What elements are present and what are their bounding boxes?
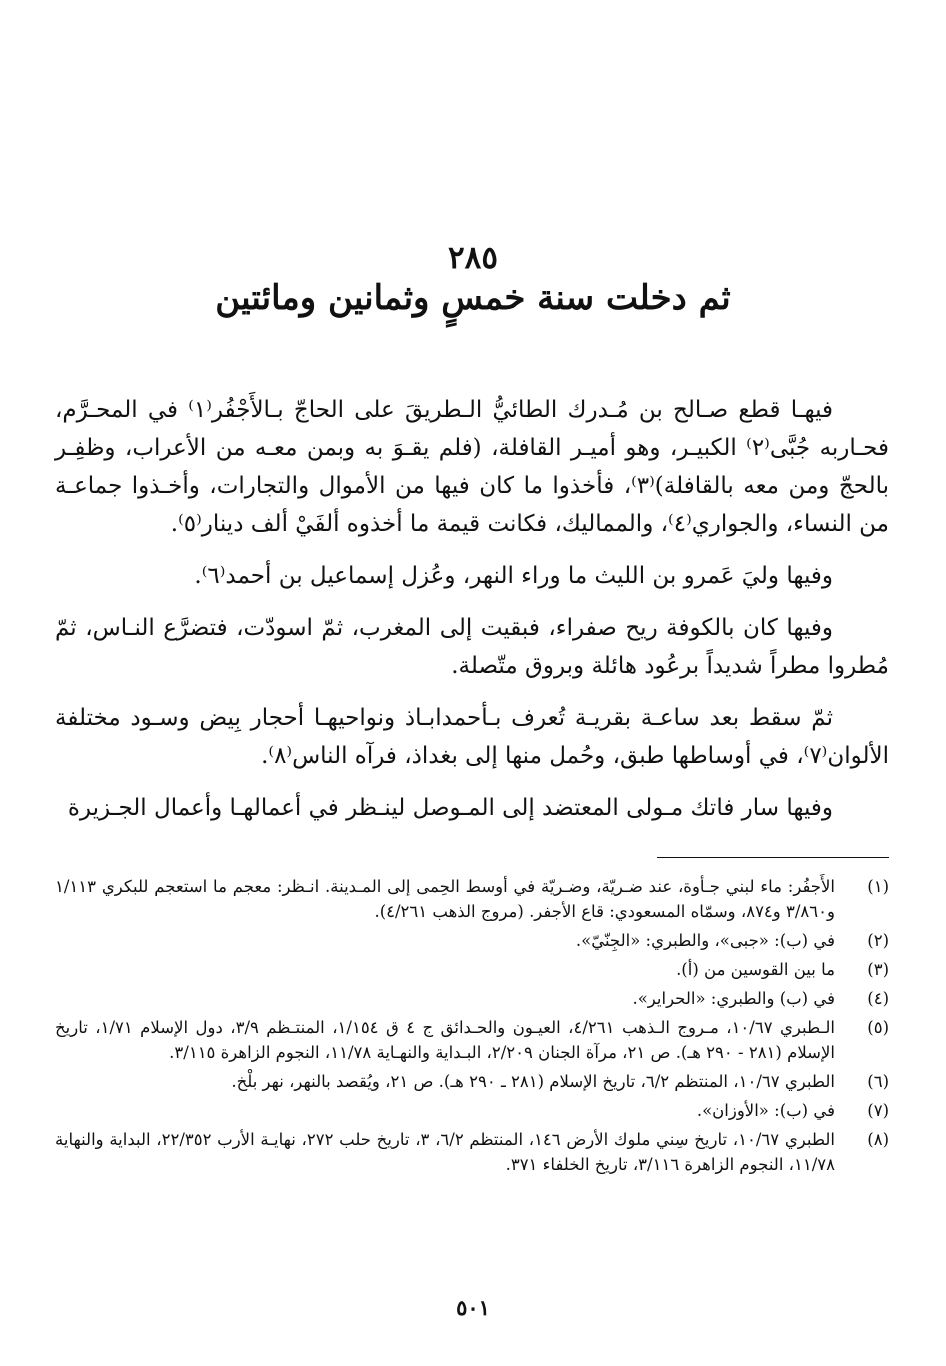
paragraph: ثمّ سقط بعد ساعـة بقريـة تُعرف بـأحمدابـاذ ونواحيهـا أحجار بِيض وسـود مختلفة الألوان⁽٧⁾، في أوساطها طبق، وحُمل منها إلى بغداذ، فرآه الناس⁽٨⁾. (55, 705, 889, 769)
footnote-text: الأَجفُر: ماء لبني جـأوة، عند ضـريّة، وضـريّة في أوسط الحِمى إلى المـدينة. انـظر: معجم ما استعجم للبكري ١/١١٣ و٣/٨٦٠ و٨٧٤، وسمّاه المسعودي: قاع الأجفر. (مروج الذهب ٤/٢٦١). (55, 877, 835, 921)
footnote-text: الطبري ١٠/٦٧، تاريخ سِني ملوك الأرض ١٤٦، المنتظم ٦/٢، ٣، تاريخ حلب ٢٧٢، نهايـة الأرب ٢٢/٣٥٢، البداية والنهاية ١١/٧٨، النجوم الزاهرة ٣/١١٦، تاريخ الخلفاء ٣٧١. (55, 1130, 835, 1174)
paragraph: وفيها وليَ عَمرو بن الليث ما وراء النهر، وعُزل إسماعيل بن أحمد⁽٦⁾. (194, 563, 833, 589)
paragraph: فيهـا قطع صـالح بن مُـدرك الطائيُّ الـطريقَ على الحاجّ بـالأَجْفُر⁽١⁾ في المحـرَّم، فحـاربه جُبَّى⁽٢⁾ الكبيـر، وهو أميـر القافلة، (فلم يقـوَ به وبمن معـه من الأعراب، وظفِـر بالحجّ ومن معه بالقافلة)⁽٣⁾، فأخذوا ما كان فيها من الأموال والتجارات، وأخـذوا جماعـة من النساء، والجواري⁽٤⁾، والمماليك، فكانت قيمة ما أخذوه ألفَيْ ألف دينار⁽٥⁾. (55, 397, 889, 537)
paragraph: وفيها كان بالكوفة ريح صفراء، فبقيت إلى المغرب، ثمّ اسودّت، فتضرَّع النـاس، ثمّ مُطروا مطراً شديداً برعُود هائلة وبروق متّصلة. (55, 615, 889, 679)
footnote-text: الطبري ١٠/٦٧، المنتظم ٦/٢، تاريخ الإسلام (٢٨١ ـ ٢٩٠ هـ). ص ٢١، ويُقصد بالنهر، نهر بلْخ. (231, 1072, 835, 1091)
chapter-title: ثم دخلت سنة خمسٍ وثمانين ومائتين (215, 278, 731, 318)
paragraph: وفيها سار فاتك مـولى المعتضد إلى المـوصل لينـظر في أعمالهـا وأعمال الجـزيرة (67, 795, 833, 821)
footnote-text: ما بين القوسين من (أ). (676, 960, 835, 979)
footnote-text: في (ب): «جبى»، والطبري: «الجِنّيّ». (575, 931, 835, 950)
footnote-divider (657, 857, 889, 858)
footnote-number: (٣) (867, 960, 889, 979)
main-text (55, 391, 889, 841)
footnote-text: في (ب) والطبري: «الحراير». (632, 989, 835, 1008)
footnote (55, 1098, 889, 1123)
footnote (55, 928, 889, 953)
footnotes (55, 874, 889, 1181)
footnote (55, 1015, 889, 1065)
footnote-number: (٥) (867, 1018, 889, 1037)
year-heading: ٢٨٥ (448, 240, 498, 276)
footnote-text: في (ب): «الأوزان». (696, 1101, 835, 1120)
footnote-number: (١) (867, 877, 889, 896)
footnote-number: (٢) (867, 931, 889, 950)
page-number: ٥٠١ (456, 1295, 490, 1320)
footnote (55, 1069, 889, 1094)
footnote-number: (٨) (867, 1130, 889, 1149)
footnote-number: (٧) (867, 1101, 889, 1120)
footnote (55, 957, 889, 982)
footnote-text: الـطبري ١٠/٦٧، مـروج الـذهب ٤/٢٦١، العيـون والحـدائق ج ٤ ق ١/١٥٤، المنتـظم ٣/٩، دول الإسلام ١/٧١، تاريخ الإسلام (٢٨١ - ٢٩٠ هـ). ص ٢١، مرآة الجنان ٢/٢٠٩، البـداية والنهـاية ١١/٧٨، النجوم الزاهرة ٣/١١٥. (55, 1018, 835, 1062)
footnote-number: (٤) (867, 989, 889, 1008)
footnote (55, 874, 889, 924)
footnote (55, 986, 889, 1011)
footnote-number: (٦) (867, 1072, 889, 1091)
footnote (55, 1127, 889, 1177)
